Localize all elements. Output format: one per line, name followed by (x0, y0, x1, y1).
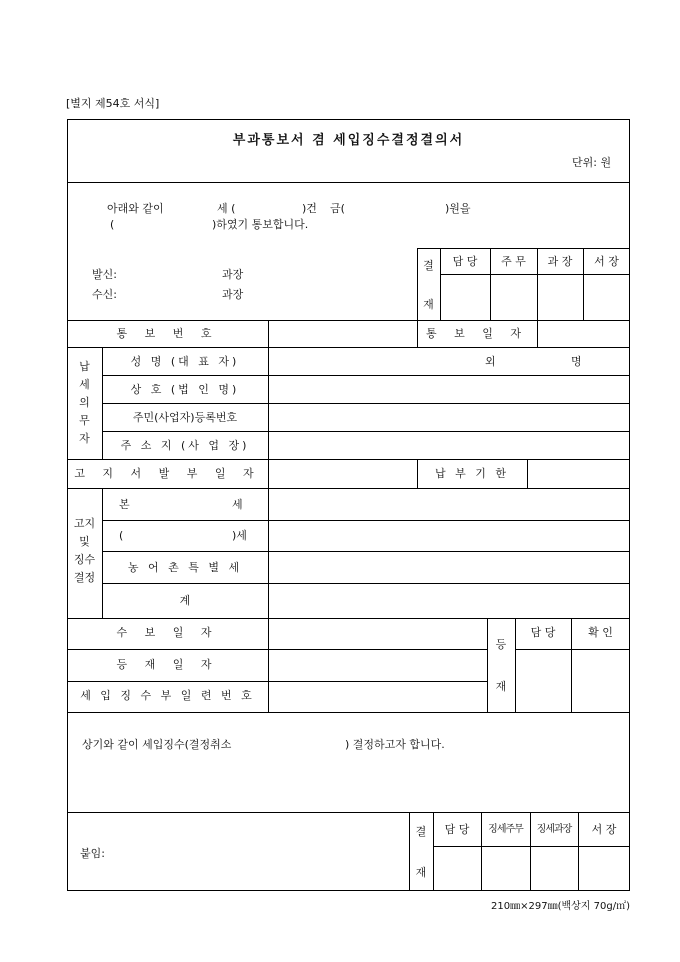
approval-label-bottom: 재 (423, 298, 434, 311)
main-tax-label-b: 세 (232, 498, 243, 511)
taxpayer-name-label: 성 명 (대 표 자) (130, 355, 240, 368)
receiver-dept: 과장 (222, 288, 244, 301)
taxpayer-others-b: 명 (571, 355, 582, 368)
statement-text-a: 상기와 같이 세입징수(결정취소 (82, 738, 232, 751)
main-tax-label-a: 본 (119, 498, 130, 511)
unit-label: 단위: 원 (572, 156, 612, 169)
rural-tax-label: 농 어 촌 특 별 세 (127, 561, 243, 574)
approval-col-manager: 과 장 (547, 255, 573, 268)
form-id: [별지 제54호 서식] (66, 97, 160, 110)
taxpayer-side-1: 납 (79, 360, 90, 373)
ledger-serial-label: 세 입 징 수 부 일 련 번 호 (80, 689, 255, 702)
approval2-col-director: 서 장 (591, 823, 617, 836)
register-date-label: 등 재 일 자 (116, 658, 219, 671)
approval-label-top: 결 (423, 259, 434, 272)
issue-date-label: 고 지 서 발 부 일 자 (74, 467, 261, 480)
form-title: 부과통보서 겸 세입징수결정결의서 (232, 133, 465, 148)
notice-number-label: 통 보 번 호 (116, 327, 219, 340)
taxpayer-others-a: 외 (485, 355, 496, 368)
form-frame (67, 119, 630, 891)
receiver-label: 수신: (92, 288, 117, 301)
approval-col-director: 서 장 (594, 255, 619, 268)
taxpayer-regno-label: 주민(사업자)등록번호 (132, 411, 238, 424)
statement-text-b: ) 결정하고자 합니다. (345, 738, 445, 751)
sender-label: 발신: (92, 268, 117, 281)
approval-col-chief: 주 무 (501, 255, 526, 268)
approval2-label-top: 결 (415, 825, 427, 838)
taxpayer-company-label: 상 호 (법 인 명) (130, 383, 240, 396)
register-col-staff: 담 당 (530, 626, 556, 639)
attachment-label: 붙임: (80, 847, 105, 860)
taxpayer-address-label: 주 소 지 (사 업 장) (120, 439, 250, 452)
other-tax-label-a: ( (119, 529, 124, 542)
total-label: 계 (179, 594, 191, 607)
notice-date-label: 통 보 일 자 (426, 327, 528, 340)
approval2-col-chief: 징세주무 (488, 824, 523, 835)
decision-side-1: 고지 (73, 517, 96, 530)
approval2-col-staff: 담 당 (444, 823, 470, 836)
payment-deadline-label: 납 부 기 한 (435, 467, 509, 480)
intro-text: 아래와 같이 (107, 202, 164, 215)
register-label-bottom: 재 (495, 680, 507, 693)
sender-dept: 과장 (222, 268, 244, 281)
approval2-col-manager: 징세과장 (536, 824, 572, 835)
register-label-top: 등 (495, 638, 507, 651)
other-tax-label-b: )세 (232, 529, 247, 542)
receipt-date-label: 수 보 일 자 (116, 626, 219, 639)
approval2-label-bottom: 재 (415, 866, 427, 879)
paper-size-note: 210㎜×297㎜(백상지 70g/㎡) (491, 901, 630, 912)
approval-col-staff: 담 당 (452, 255, 478, 268)
register-col-confirm: 확 인 (588, 626, 613, 639)
